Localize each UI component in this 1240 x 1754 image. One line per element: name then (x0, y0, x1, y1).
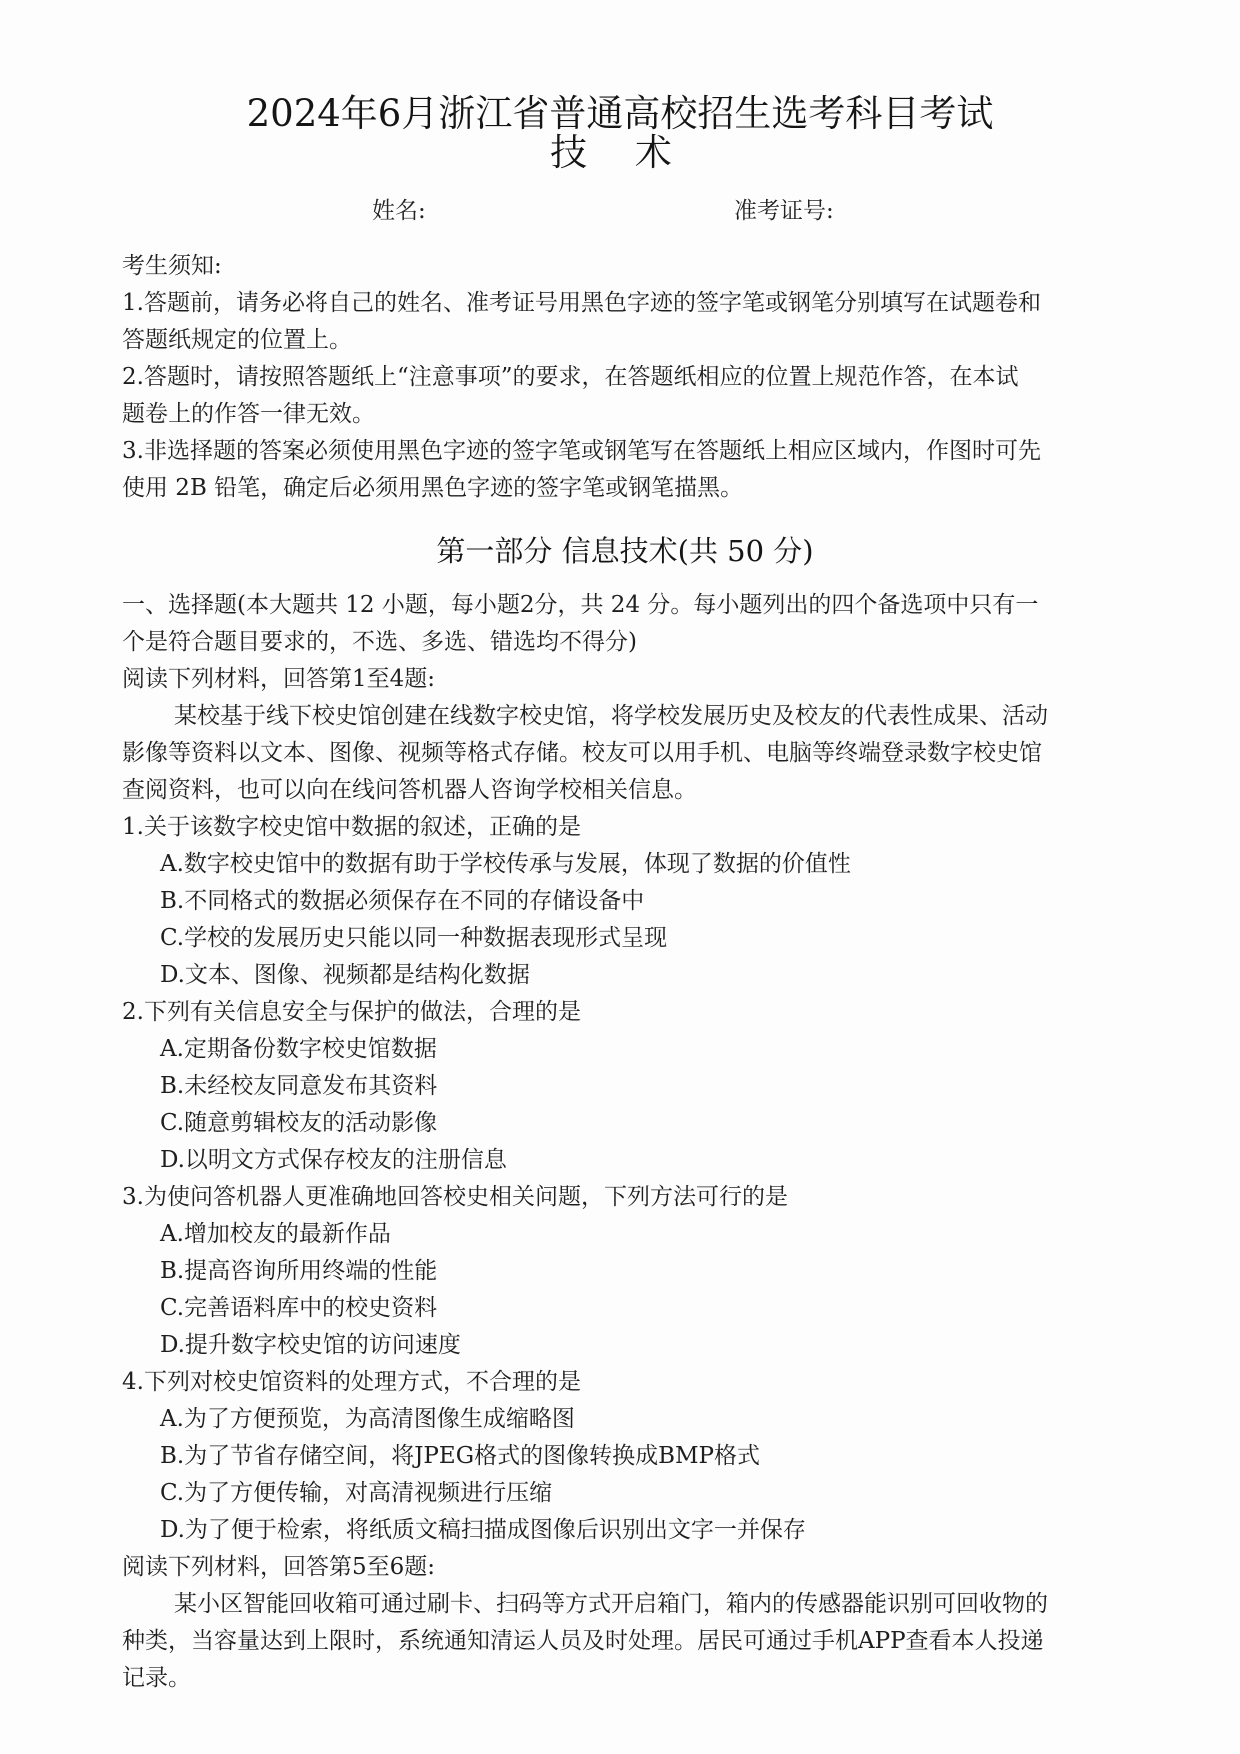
notice-line: 3.非选择题的答案必须使用黑色字迹的签字笔或钢笔写在答题纸上相应区域内，作图时可先 (122, 438, 1041, 464)
question-option: A.定期备份数字校史馆数据 (160, 1036, 437, 1062)
question-stem: 3.为使问答机器人更准确地回答校史相关问题，下列方法可行的是 (122, 1184, 788, 1210)
question-option: B.未经校友同意发布其资料 (160, 1073, 438, 1099)
question-option: C.随意剪辑校友的活动影像 (160, 1110, 438, 1136)
question-option: A.为了方便预览，为高清图像生成缩略图 (160, 1406, 575, 1432)
part-title: 第一部分 信息技术(共 50 分) (436, 534, 814, 568)
notice-heading: 考生须知: (122, 253, 222, 279)
exam-id-label: 准考证号: (734, 198, 834, 224)
notice-line: 使用 2B 铅笔，确定后必须用黑色字迹的签字笔或钢笔描黑。 (122, 475, 744, 501)
question-option: D.提升数字校史馆的访问速度 (160, 1332, 461, 1358)
question-option: D.为了便于检索，将纸质文稿扫描成图像后识别出文字一并保存 (160, 1517, 806, 1543)
name-label: 姓名: (372, 198, 426, 224)
reading-prompt: 阅读下列材料，回答第5至6题: (122, 1554, 436, 1580)
question-option: D.文本、图像、视频都是结构化数据 (160, 962, 530, 988)
question-stem: 4.下列对校史馆资料的处理方式，不合理的是 (122, 1369, 581, 1395)
question-stem: 2.下列有关信息安全与保护的做法，合理的是 (122, 999, 581, 1025)
notice-line: 题卷上的作答一律无效。 (122, 401, 375, 427)
notice-line: 2.答题时，请按照答题纸上“注意事项”的要求，在答题纸相应的位置上规范作答，在本试 (122, 364, 1019, 390)
question-option: D.以明文方式保存校友的注册信息 (160, 1147, 507, 1173)
reading-material: 某小区智能回收箱可通过刷卡、扫码等方式开启箱门，箱内的传感器能识别可回收物的 (174, 1591, 1048, 1617)
notice-line: 答题纸规定的位置上。 (122, 327, 352, 353)
notice-line: 1.答题前，请务必将自己的姓名、准考证号用黑色字迹的签字笔或钢笔分别填写在试题卷和 (122, 290, 1041, 316)
reading-material: 记录。 (122, 1665, 191, 1691)
question-option: B.提高咨询所用终端的性能 (160, 1258, 438, 1284)
section-intro: 一、选择题(本大题共 12 小题，每小题2分，共 24 分。每小题列出的四个备选项中只有一 (122, 592, 1039, 618)
question-stem: 1.关于该数字校史馆中数据的叙述，正确的是 (122, 814, 581, 840)
question-option: A.数字校史馆中的数据有助于学校传承与发展，体现了数据的价值性 (160, 851, 851, 877)
reading-material: 某校基于线下校史馆创建在线数字校史馆，将学校发展历史及校友的代表性成果、活动 (174, 703, 1048, 729)
reading-prompt: 阅读下列材料，回答第1至4题: (122, 666, 436, 692)
section-intro: 个是符合题目要求的，不选、多选、错选均不得分) (122, 629, 637, 655)
exam-content (122, 248, 1128, 1697)
reading-material: 影像等资料以文本、图像、视频等格式存储。校友可以用手机、电脑等终端登录数字校史馆 (122, 740, 1042, 766)
question-option: C.学校的发展历史只能以同一种数据表现形式呈现 (160, 925, 668, 951)
exam-title: 2024年6月浙江省普通高校招生选考科目考试 (246, 92, 994, 135)
question-option: B.不同格式的数据必须保存在不同的存储设备中 (160, 888, 645, 914)
question-option: A.增加校友的最新作品 (160, 1221, 391, 1247)
reading-material: 种类，当容量达到上限时，系统通知清运人员及时处理。居民可通过手机APP查看本人投递 (122, 1628, 1044, 1654)
exam-subject: 技 术 (550, 131, 690, 174)
question-option: C.为了方便传输，对高清视频进行压缩 (160, 1480, 553, 1506)
question-option: C.完善语料库中的校史资料 (160, 1295, 438, 1321)
question-option: B.为了节省存储空间，将JPEG格式的图像转换成BMP格式 (160, 1443, 760, 1469)
reading-material: 查阅资料，也可以向在线问答机器人咨询学校相关信息。 (122, 777, 697, 803)
